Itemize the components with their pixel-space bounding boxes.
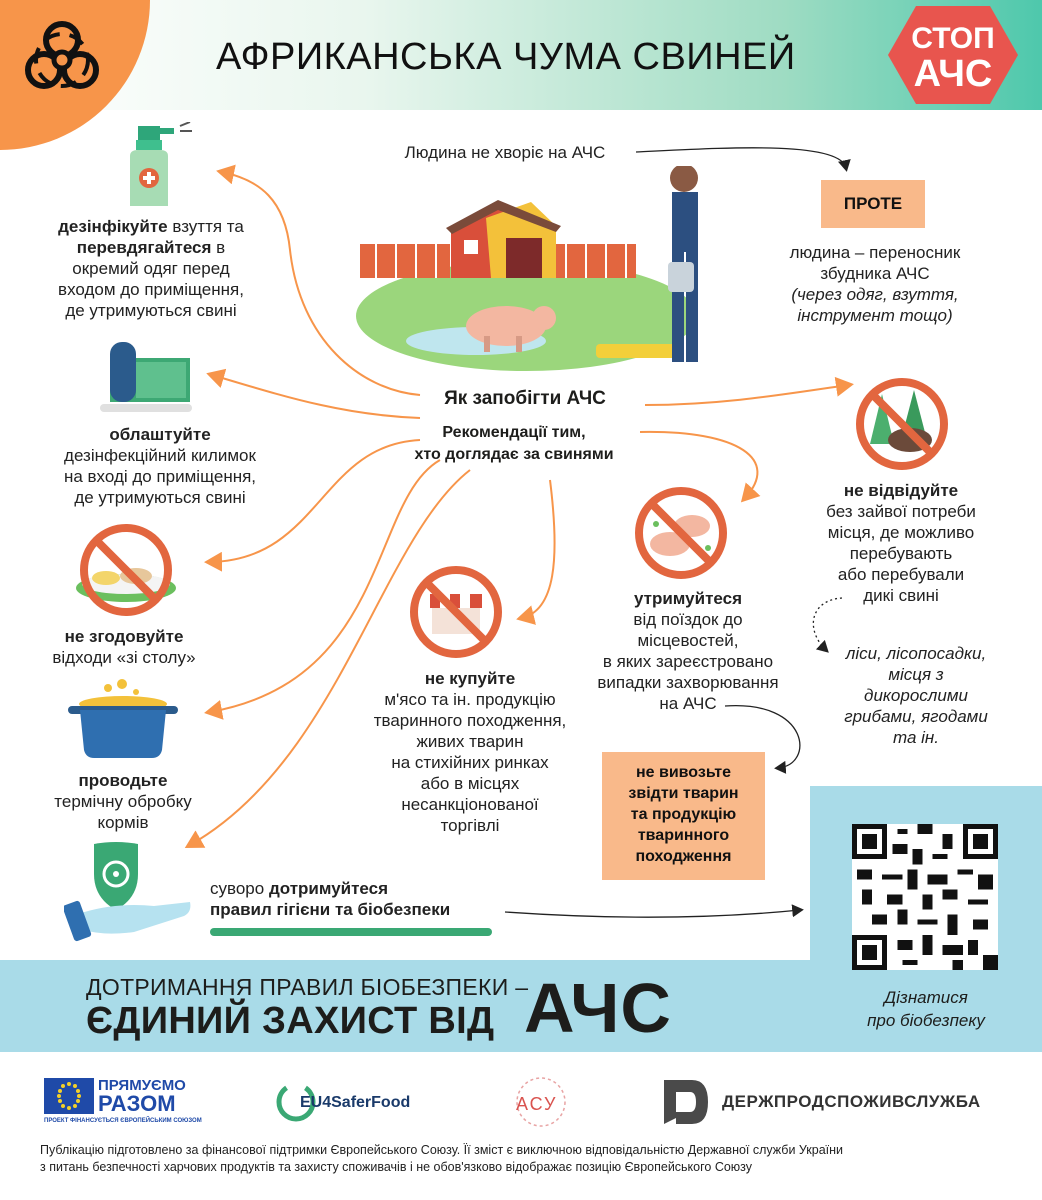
heat-line2: термічну обробку	[54, 792, 192, 811]
heat-line3: кормів	[97, 813, 149, 832]
tip-places	[818, 643, 1014, 748]
buy-line5: на стихійних ринках	[391, 753, 549, 772]
farm-illustration	[356, 166, 726, 378]
export-line4: тваринного	[637, 827, 730, 844]
center-title: Як запобігти АЧС	[444, 388, 606, 409]
market-stall-prohibited-icon	[408, 564, 504, 660]
places-line3: дикорослими	[864, 686, 968, 705]
shield-hand-icon	[64, 840, 194, 944]
export-line2: звідти тварин	[628, 785, 739, 802]
tip-mat	[36, 424, 284, 508]
tip-buy	[338, 668, 602, 836]
buy-line3: тваринного походження,	[373, 711, 567, 730]
mat-line4: де утримуються свині	[74, 488, 246, 507]
places-line5: та ін.	[892, 728, 939, 747]
tip-heat	[36, 770, 210, 833]
hygiene-bold1: дотримуйтеся	[268, 879, 389, 898]
slogan-line2: ЄДИНИЙ ЗАХИСТ ВІД	[86, 1000, 495, 1042]
dps-logo-text: ДЕРЖПРОДСПОЖИВСЛУЖБА	[722, 1092, 981, 1111]
disinfect-bold2: перевдягайтеся	[76, 238, 212, 257]
dps-logo-icon	[662, 1078, 710, 1126]
trips-line3: місцевостей,	[637, 631, 739, 650]
carrier-note-line1: (через одяг, взуття,	[791, 285, 959, 304]
cooking-pot-icon	[66, 678, 180, 762]
trips-line5: випадки захворювання	[597, 673, 779, 692]
eu-logo-line1: ПРЯМУЄМО	[98, 1077, 186, 1094]
disinfect-text2: в	[211, 238, 226, 257]
buy-bold: не купуйте	[424, 669, 516, 688]
wild-boar-forest-prohibited-icon	[852, 374, 952, 474]
visit-bold: не відвідуйте	[843, 481, 959, 500]
center-subtitle-line1: Рекомендації тим,	[442, 424, 586, 441]
carrier-line2: збудника АЧС	[820, 264, 930, 283]
food-waste-prohibited-icon	[72, 522, 180, 620]
mat-icon	[96, 340, 196, 414]
trips-line6: на АЧС	[659, 694, 717, 713]
spray-bottle-icon	[118, 122, 194, 210]
buy-line6: або в місцях	[420, 774, 520, 793]
center-subtitle-line2: хто доглядає за свинями	[414, 446, 614, 463]
tip-visit	[794, 480, 1008, 606]
badge-line2: АЧС	[913, 53, 993, 95]
places-line4: грибами, ягодами	[844, 707, 988, 726]
eu4saferfood-logo-text: EU4SaferFood	[300, 1094, 411, 1111]
visit-line5: або перебували	[837, 565, 965, 584]
buy-line4: живих тварин	[416, 732, 524, 751]
trips-line4: в яких зареєстровано	[602, 652, 774, 671]
tip-hygiene	[210, 878, 470, 920]
visit-line6: дикі свині	[863, 586, 939, 605]
eu-logo-small: ПРОЕКТ ФІНАНСУЄТЬСЯ ЄВРОПЕЙСЬКИМ СОЮЗОМ	[44, 1118, 202, 1124]
disinfect-bold1: дезінфікуйте	[58, 217, 168, 236]
export-line5: походження	[635, 848, 732, 865]
visit-line2: без зайвої потреби	[826, 502, 976, 521]
buy-line2: м'ясо та ін. продукцію	[384, 690, 556, 709]
slogan-line1: ДОТРИМАННЯ ПРАВИЛ БІОБЕЗПЕКИ –	[86, 974, 529, 1000]
mat-line3: на вході до приміщення,	[63, 467, 257, 486]
disinfect-line5: де утримуються свині	[65, 301, 237, 320]
qr-caption	[820, 986, 1032, 1032]
human-statement: Людина не хворіє на АЧС	[404, 143, 606, 162]
heat-bold: проводьте	[78, 771, 168, 790]
visit-line4: перебувають	[849, 544, 953, 563]
buy-line7: несанкціонованої	[401, 795, 539, 814]
page-title: АФРИКАНСЬКА ЧУМА СВИНЕЙ	[216, 36, 796, 78]
footer-line2: з питань безпечності харчових продуктів та захисту споживачів і не обов'язково відображає позицію Європейського Союзу	[40, 1160, 753, 1174]
carrier-note-line2: інструмент тощо)	[797, 306, 953, 325]
tip-feed-waste	[30, 626, 218, 668]
export-line3: та продукцію	[630, 806, 737, 823]
visit-line3: місця, де можливо	[827, 523, 975, 542]
hygiene-text1: суворо	[210, 879, 269, 898]
disinfect-line4: входом до приміщення,	[58, 280, 244, 299]
mat-line2: дезінфекційний килимок	[64, 446, 256, 465]
feed-waste-bold: не згодовуйте	[64, 627, 184, 646]
places-line1: ліси, лісопосадки,	[845, 644, 987, 663]
mat-bold: облаштуйте	[109, 425, 211, 444]
carrier-text	[760, 242, 990, 326]
eu-logo-line2: РАЗОМ	[98, 1091, 176, 1116]
center-subtitle	[384, 422, 644, 466]
badge-line1: СТОП	[911, 22, 995, 55]
however-box: ПРОТЕ	[821, 180, 925, 228]
disinfect-line3: окремий одяг перед	[72, 259, 230, 278]
trips-bold: утримуйтеся	[633, 589, 742, 608]
hygiene-bold2: правил гігієни та біобезпеки	[210, 900, 451, 919]
tip-trips	[576, 588, 800, 714]
qr-caption-line2: про біобезпеку	[867, 1011, 985, 1030]
tip-disinfect	[36, 216, 266, 321]
slogan-big: АЧС	[524, 969, 672, 1047]
export-line1: не вивозьте	[636, 764, 731, 781]
trips-line2: від поїздок до	[633, 610, 743, 629]
export-warning-box	[602, 752, 765, 880]
buy-line8: торгівлі	[440, 816, 500, 835]
feed-waste-line2: відходи «зі столу»	[52, 648, 196, 667]
eu-flag-logo	[44, 1078, 94, 1114]
pigs-prohibited-icon	[632, 484, 730, 582]
asu-logo-text: АСУ	[516, 1094, 558, 1114]
hygiene-underline	[210, 928, 492, 936]
places-line2: місця з	[888, 665, 944, 684]
qr-code[interactable]	[852, 824, 998, 970]
qr-caption-line1: Дізнатися	[884, 988, 968, 1007]
disinfect-text1: взуття та	[167, 217, 244, 236]
footer-disclaimer	[40, 1142, 1020, 1176]
carrier-line1: людина – переносник	[789, 243, 961, 262]
footer-line1: Публікацію підготовлено за фінансової підтримки Європейського Союзу. Її зміст є виключною відповідальністю Державної служби України	[40, 1143, 844, 1157]
